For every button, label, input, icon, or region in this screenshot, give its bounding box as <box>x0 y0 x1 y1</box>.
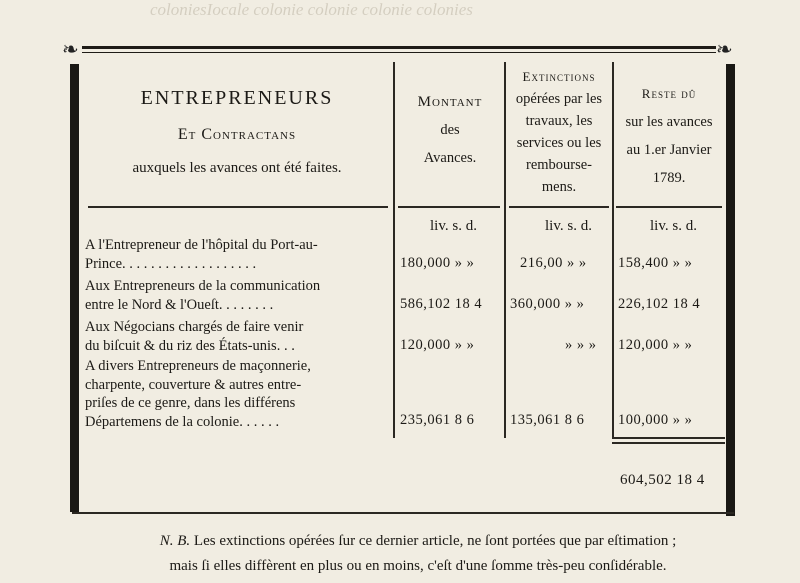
table-row-description: Aux Négocians chargés de faire venir du biſcuit & du riz des États-unis. . . <box>85 319 304 354</box>
column-header-montant: Montant des Avances. <box>417 94 483 166</box>
row-montant-value: 235,061 8 6 <box>400 412 475 428</box>
table-title: ENTREPRENEURS <box>140 87 334 109</box>
footnote-label: N. B. <box>159 533 191 549</box>
table-subtitle-description: auxquels les avances ont été faites. <box>132 160 342 176</box>
row-reste-value: 226,102 18 4 <box>618 296 701 312</box>
right-border-bar <box>726 64 735 516</box>
row-extinctions-value: » » » <box>565 337 597 353</box>
row-extinctions-value: 360,000 » » <box>510 296 585 312</box>
total-value: 604,502 18 4 <box>620 472 705 488</box>
row-extinctions-value: 216,00 » » <box>520 255 587 271</box>
row-reste-value: 100,000 » » <box>618 412 693 428</box>
header-rule <box>88 206 388 208</box>
bottom-rule <box>72 512 734 514</box>
row-montant-value: 586,102 18 4 <box>400 296 483 312</box>
row-montant-value: 120,000 » » <box>400 337 475 353</box>
left-border-bar <box>70 64 79 512</box>
table-row-description: A divers Entrepreneurs de maçonnerie, charpente, couverture & autres entre- priſes de ce genre, dans les différens Départemens de la colonie. . . . . . <box>85 358 311 430</box>
footnote-line-2: mais ſi elles diffèrent en plus ou en moins, c'eſt d'une ſomme très-peu conſidérable. <box>169 558 667 574</box>
row-extinctions-value: 135,061 8 6 <box>510 412 585 428</box>
row-montant-value: 180,000 » » <box>400 255 475 271</box>
total-rule-thin <box>612 442 725 444</box>
table-subtitle: Et Contractans <box>177 126 297 143</box>
fleuron-right-ornament: ❧ <box>716 39 733 61</box>
table-row-description: A l'Entrepreneur de l'hôpital du Port-au- Prince. . . . . . . . . . . . . . . . . . . <box>85 237 318 272</box>
fleuron-left-ornament: ❧ <box>62 39 79 61</box>
table-row-description: Aux Entrepreneurs de la communication entre le Nord & l'Oueſt. . . . . . . . <box>85 278 321 313</box>
bleed-through-text: coloniesIocale colonie colonie colonie colonies <box>150 0 473 19</box>
column-divider <box>393 62 395 438</box>
top-rule-thin <box>82 52 716 53</box>
column-header-reste: Reste dû sur les avances au 1.er Janvier 1789. <box>625 86 713 186</box>
units-reste: liv. s. d. <box>650 218 697 234</box>
units-montant: liv. s. d. <box>430 218 477 234</box>
footnote-line-1: N. B. Les extinctions opérées ſur ce dernier article, ne ſont portées que par eſtimation ; <box>159 533 677 549</box>
header-rule <box>398 206 500 208</box>
header-rule <box>509 206 609 208</box>
column-header-extinctions: Extinctions opérées par les travaux, les services ou les rembourse- mens. <box>515 69 603 195</box>
header-rule <box>616 206 722 208</box>
total-rule <box>612 437 725 439</box>
row-reste-value: 120,000 » » <box>618 337 693 353</box>
row-reste-value: 158,400 » » <box>618 255 693 271</box>
units-extinctions: liv. s. d. <box>545 218 592 234</box>
top-rule <box>82 46 716 49</box>
